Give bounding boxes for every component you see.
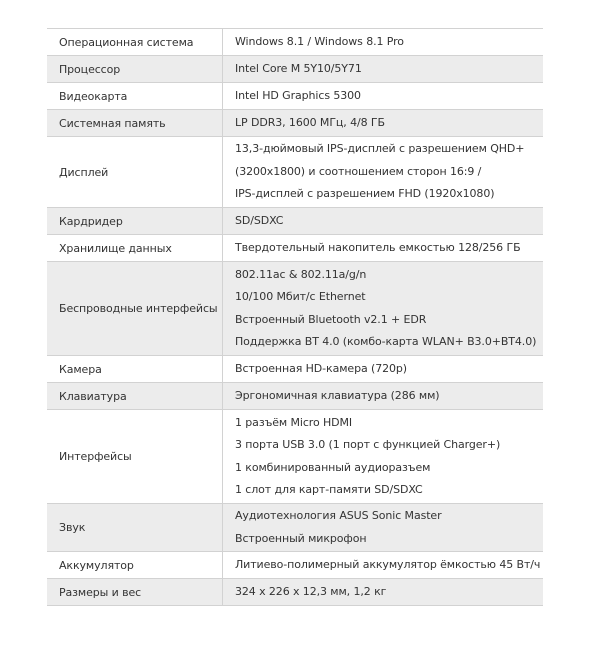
spec-value <box>223 110 544 137</box>
spec-label: Звук <box>47 504 223 552</box>
spec-value <box>223 208 544 235</box>
spec-label: Системная память <box>47 110 223 137</box>
spec-value <box>223 504 544 552</box>
spec-value-line: 802.11ac & 802.11a/g/n <box>235 267 367 281</box>
spec-value-line: Встроенный Bluetooth v2.1 + EDR <box>235 312 427 326</box>
spec-value-line: LP DDR3, 1600 МГц, 4/8 ГБ <box>235 115 385 129</box>
spec-value-line: IPS-дисплей с разрешением FHD (1920x1080) <box>235 187 495 201</box>
spec-value <box>223 137 544 208</box>
spec-table-body <box>47 29 543 606</box>
spec-value-line: Windows 8.1 / Windows 8.1 Pro <box>235 34 404 48</box>
spec-row <box>47 262 543 356</box>
spec-value-line: Встроенная HD-камера (720p) <box>235 361 407 375</box>
spec-value <box>223 579 544 606</box>
spec-label: Операционная система <box>47 29 223 56</box>
spec-value-line: Intel Core M 5Y10/5Y71 <box>235 61 362 75</box>
spec-value <box>223 56 544 83</box>
spec-row <box>47 383 543 410</box>
spec-label: Клавиатура <box>47 383 223 410</box>
spec-label: Аккумулятор <box>47 552 223 579</box>
spec-label: Камера <box>47 356 223 383</box>
spec-value <box>223 410 544 504</box>
spec-row <box>47 235 543 262</box>
spec-label: Процессор <box>47 56 223 83</box>
spec-label: Видеокарта <box>47 83 223 110</box>
spec-value-line: 1 разъём Micro HDMI <box>235 415 353 429</box>
spec-value-line: (3200x1800) и соотношением сторон 16:9 / <box>235 164 482 178</box>
spec-value-line: 1 комбинированный аудиоразъем <box>235 460 431 474</box>
spec-row <box>47 137 543 208</box>
spec-label: Кардридер <box>47 208 223 235</box>
spec-row <box>47 356 543 383</box>
spec-label: Интерфейсы <box>47 410 223 504</box>
spec-row <box>47 410 543 504</box>
spec-value-line: 3 порта USB 3.0 (1 порт с функцией Charger+) <box>235 438 501 451</box>
spec-value-line: Аудиотехнология ASUS Sonic Master <box>235 509 442 522</box>
spec-value-line: 1 слот для карт-памяти SD/SDXC <box>235 483 423 496</box>
spec-value <box>223 29 544 56</box>
spec-label: Хранилище данных <box>47 235 223 262</box>
spec-value-line: Эргономичная клавиатура (286 мм) <box>235 388 440 402</box>
spec-row <box>47 208 543 235</box>
spec-value-line: Поддержка BT 4.0 (комбо-карта WLAN+ B3.0+BT4.0) <box>235 335 537 348</box>
spec-value-line: Intel HD Graphics 5300 <box>235 88 361 102</box>
spec-value <box>223 235 544 262</box>
spec-value <box>223 83 544 110</box>
spec-value-line: 324 x 226 x 12,3 мм, 1,2 кг <box>235 584 387 598</box>
spec-label: Дисплей <box>47 137 223 208</box>
spec-row <box>47 579 543 606</box>
spec-value <box>223 383 544 410</box>
spec-row <box>47 56 543 83</box>
spec-row <box>47 504 543 552</box>
spec-value <box>223 262 544 356</box>
spec-value-line: 13,3-дюймовый IPS-дисплей с разрешением QHD+ <box>235 142 525 156</box>
spec-value-line: Встроенный микрофон <box>235 531 367 545</box>
spec-row <box>47 110 543 137</box>
spec-row <box>47 552 543 579</box>
spec-row <box>47 29 543 56</box>
spec-value-line: 10/100 Мбит/с Ethernet <box>235 290 366 303</box>
spec-value-line: SD/SDXC <box>235 213 284 227</box>
spec-value <box>223 356 544 383</box>
spec-row <box>47 83 543 110</box>
spec-value-line: Твердотельный накопитель емкостью 128/256 ГБ <box>235 240 521 254</box>
spec-table <box>47 28 543 606</box>
spec-value-line: Литиево-полимерный аккумулятор ёмкостью 45 Вт/ч <box>235 557 541 571</box>
spec-label: Беспроводные интерфейсы <box>47 262 223 356</box>
spec-value <box>223 552 544 579</box>
spec-label: Размеры и вес <box>47 579 223 606</box>
